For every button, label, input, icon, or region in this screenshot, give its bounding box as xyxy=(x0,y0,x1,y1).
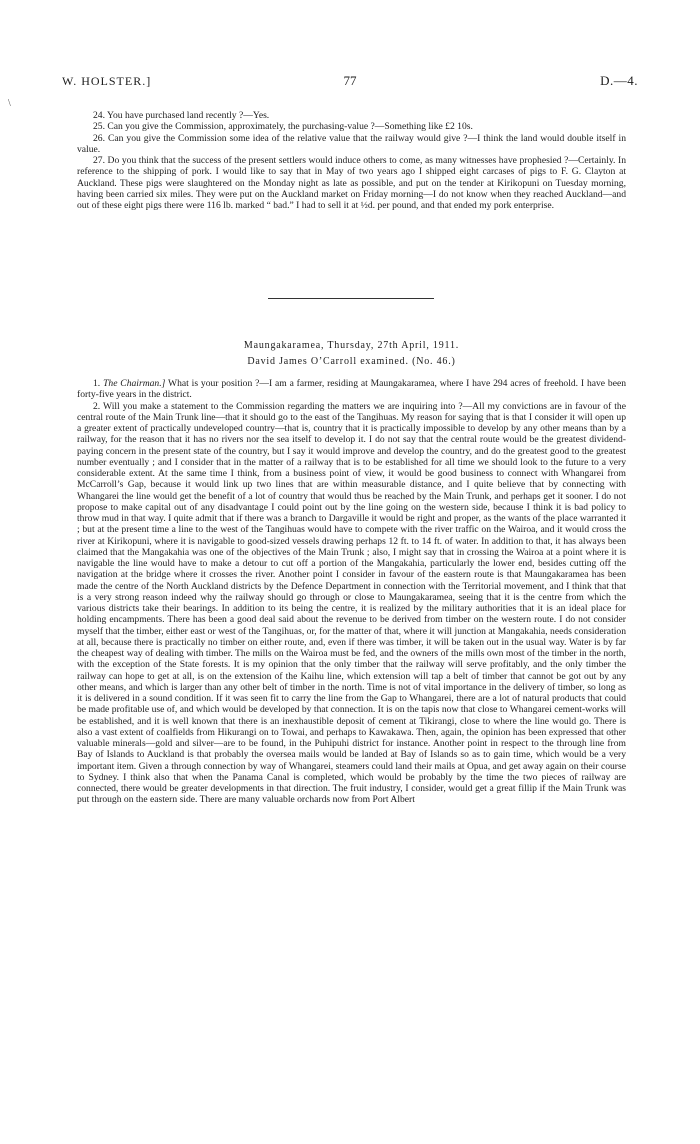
paragraph-q26: 26. Can you give the Commission some idea of the relative value that the railway would give ?—I think the land would double itself in value. xyxy=(77,132,626,155)
speaker-label: The Chairman.] xyxy=(103,378,166,389)
page-number: 77 xyxy=(343,73,357,88)
paragraph-q27: 27. Do you think that the success of the present settlers would induce others to come, as many witnesses have prophesied ?—Certainly. In reference to the shipping of pork. I would like to say that in May of two years ago I shipped eight carcases of pigs to F. G. Clayton at Auckland. These pigs were slaughtered on the Monday night as late as possible, and put on the tender at Kirikopuni on Tuesday morning, having been carried six miles. They were put on the Auckland market on Friday morning—I do not know when they reached Auckland—and out of these eight pigs there were 116 lb. marked “ bad.” I had to sell it at ½d. per pound, and that ended my pork enterprise. xyxy=(77,155,626,211)
testimony-section-ocarroll xyxy=(77,378,626,806)
witness-heading: David James O’Carroll examined. (No. 46.) xyxy=(247,356,456,367)
question-number: 1. xyxy=(93,378,101,389)
paragraph-q1 xyxy=(77,378,626,401)
running-head xyxy=(62,72,638,90)
paragraph-q25: 25. Can you give the Commission, approximately, the purchasing-value ?—Something like £2 10s. xyxy=(93,121,473,133)
running-head-author: W. HOLSTER.] xyxy=(62,74,152,88)
place-date-heading: Maungakaramea, Thursday, 27th April, 1911. xyxy=(243,340,460,351)
paragraph-q2: 2. Will you make a statement to the Commission regarding the matters we are inquiring into ?—All my convictions are in favour of the central route of the Main Trunk line—that it should go to the east of the Tangihuas. My reason for saying that is that I consider it will open up a greater extent of practically undeveloped country—that is, country that it is practically impossible to develop by any other means than by a railway, for the reason that it has no rivers nor the sea itself to develop it. I do not say that the central route would be the greatest dividend-paying concern in the present state of the country, but I say it would improve and develop the country, and do the greatest good to the greatest number eventually ; and I consider that in the matter of a railway that is to be established for all time we should look to the future to a very considerable extent. At the same time I think, from a business point of view, it would be good business to connect with Whangarei from McCarroll’s Gap, because it would link up two lines that are within measurable distance, and I quite believe that by connecting with Whangarei the line would get the benefit of a lot of country that would thus be reached by the Main Trunk, and perhaps get it sooner. I do not propose to make capital out of any disadvantage I could point out by the line going on the western side, because I think it is bad policy to throw mud in that way. I quite admit that if there was a branch to Dargaville it would be right and proper, as the wants of the place warranted it ; but at the present time a line to the west of the Tangihuas would have to compete with the river traffic on the Wairoa, and it would cross the river at Kirikopuni, where it is navigable to good-sized vessels drawing perhaps 12 ft. to 14 ft. of water. In addition to that, it has always been claimed that the Mangakahia was one of the objectives of the Main Trunk ; also, I might say that in crossing the Wairoa at a point where it is navigable the line would have to make a detour to cut off a portion of the Mangakahia, particularly the lower end, besides cutting off the navigation at the bridge where it crosses the river. Another point I consider in favour of the eastern route is that Maungakaramea has been made the centre of the North Auckland districts by the Defence Department in connection with the Territorial movement, and I think that that is a very strong reason indeed why the railway should go through or close to Maungakaramea, seeing that it is the centre from which the various districts take their bearings. In addition to its being the centre, it is realized by the military authorities that it is an ideal place for holding encampments. There has been a good deal said about the revenue to be derived from timber on the western route. I do not consider myself that the timber, either east or west of the Tangihuas, or, for the matter of that, where it will junction at Mangakahia, needs consideration at all, because there is practically no timber on either route, and, even if there was timber, it will be taken out in the usual way. Water is by far the cheapest way of dealing with timber. The mills on the Wairoa must be fed, and the owners of the mills own most of the timber in the north, with the exception of the State forests. It is my opinion that the only timber that the railway will serve profitably, and the only timber the railway can hope to get at all, is on the extension of the Kaihu line, which extension will tap a belt of timber that cannot be got out by any other means, and which is larger than any other belt of timber in the north. Time is not of vital importance in the delivery of timber, so long as it is delivered in a sound condition. If it was seen fit to carry the line from the Gap to Whangarei, there are a lot of natural products that could be made profitable use of, and which would be developed by that connection. It is on the tapis now that close to Whangarei cement-works will be established, and it is well known that there is an inexhaustible deposit of cement at Tikirangi, close to where the line would go. There is also a vast extent of coalfields from Hikurangi on to Towai, and perhaps to Kawakawa. Then, again, the opinion has been expressed that other valuable minerals—gold and silver—are to be found, in the Puhipuhi district for instance. Another point in respect to the through line from Bay of Islands to Auckland is that probably the oversea mails would be landed at Bay of Islands so as to gain time, which would be a very important item. Given a through connection by way of Whangarei, steamers could land their mails at Opua, and get away again on their course to Sydney. I think also that when the Panama Canal is completed, which would be probably by the time the two pieces of railway are connected, there would be greater developments in that direction. The fruit industry, I consider, would get a great fillip if the Main Trunk was put through on the eastern side. There are many valuable orchards now from Port Albert xyxy=(77,400,626,806)
section-divider xyxy=(268,298,434,299)
margin-mark: \ xyxy=(8,98,11,109)
answer-text: What is your position ?—I am a farmer, residing at Maungakaramea, where I have 294 acres of freehold. I have been forty-five years in the district. xyxy=(77,378,627,401)
paragraph-q24: 24. You have purchased land recently ?—Yes. xyxy=(93,110,270,121)
testimony-section-holster xyxy=(77,110,626,211)
document-reference: D.—4. xyxy=(600,73,638,88)
